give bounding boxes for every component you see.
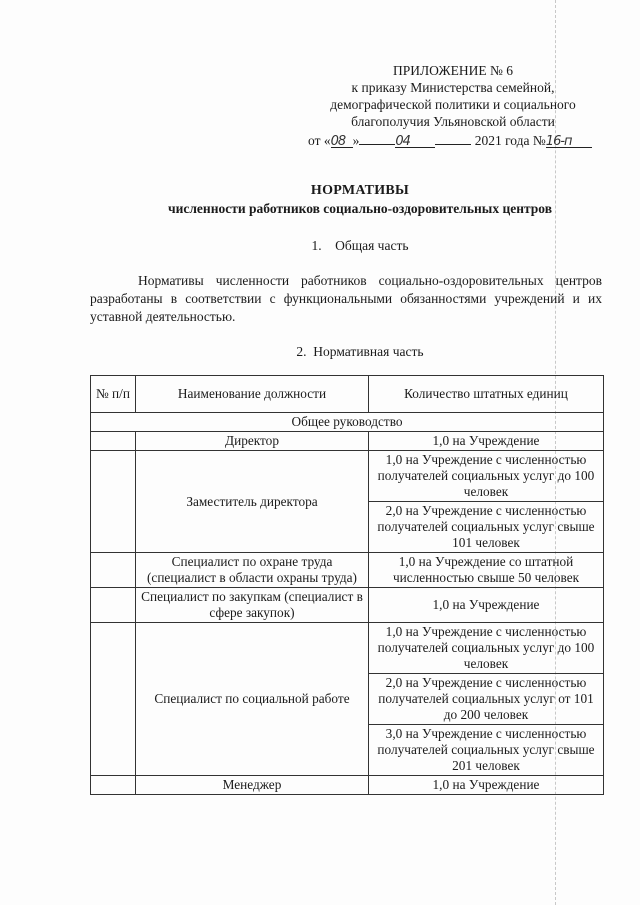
document-subtitle: численности работников социально-оздоровительных центров	[167, 201, 553, 216]
date-year: 2021 года №	[474, 133, 546, 148]
row-number-cell	[91, 451, 136, 553]
norm-cell: 2,0 на Учреждение с численностью получателей социальных услуг от 101 до 200 человек	[369, 674, 604, 725]
position-cell: Менеджер	[136, 776, 369, 795]
table-row	[91, 776, 604, 795]
table-row	[91, 432, 604, 451]
norm-cell: 1,0 на Учреждение	[369, 432, 604, 451]
header-position: Наименование должности	[136, 376, 369, 413]
norm-cell: 1,0 на Учреждение с численностью получателей социальных услуг до 100 человек	[369, 623, 604, 674]
norms-table	[90, 375, 604, 795]
row-number-cell	[91, 553, 136, 588]
order-number: 16-п	[546, 133, 592, 148]
order-date-line	[308, 130, 598, 149]
table-row	[91, 451, 604, 502]
date-prefix: от «	[308, 133, 331, 148]
appendix-header	[308, 62, 598, 149]
position-cell: Специалист по закупкам (специалист в сфере закупок)	[136, 588, 369, 623]
section-2-heading: 2. Нормативная часть	[296, 344, 424, 359]
date-mid: »	[352, 133, 360, 148]
position-cell: Специалист по социальной работе	[136, 623, 369, 776]
norm-cell: 2,0 на Учреждение с численностью получателей социальных услуг свыше 101 человек	[369, 502, 604, 553]
norm-cell: 1,0 на Учреждение с численностью получателей социальных услуг до 100 человек	[369, 451, 604, 502]
header-number: № п/п	[91, 376, 136, 413]
group-general-management: Общее руководство	[91, 413, 604, 432]
date-day: 08	[331, 133, 353, 148]
table-row	[91, 553, 604, 588]
norm-cell: 1,0 на Учреждение	[369, 588, 604, 623]
norm-cell: 3,0 на Учреждение с численностью получателей социальных услуг свыше 201 человек	[369, 725, 604, 776]
table-header-row	[91, 376, 604, 413]
header-quantity: Количество штатных единиц	[369, 376, 604, 413]
appendix-line-3: демографической политики и социального	[330, 97, 576, 112]
appendix-line-2: к приказу Министерства семейной,	[351, 80, 555, 95]
intro-paragraph: Нормативы численности работников социально-оздоровительных центров разработаны в соответствии с функциональными обязанностями учреждений и их уставной деятельностью.	[90, 273, 602, 324]
date-month: 04	[395, 133, 435, 148]
norm-cell: 1,0 на Учреждение со штатной численностью свыше 50 человек	[369, 553, 604, 588]
appendix-title: ПРИЛОЖЕНИЕ № 6	[392, 63, 514, 78]
position-cell: Специалист по охране труда (специалист в области охраны труда)	[136, 553, 369, 588]
position-cell: Директор	[136, 432, 369, 451]
norm-cell: 1,0 на Учреждение	[369, 776, 604, 795]
group-row	[91, 413, 604, 432]
appendix-line-4: благополучия Ульяновской области	[351, 114, 555, 129]
row-number-cell	[91, 588, 136, 623]
table-row	[91, 623, 604, 674]
row-number-cell	[91, 623, 136, 776]
table-row	[91, 588, 604, 623]
position-cell: Заместитель директора	[136, 451, 369, 553]
document-title: НОРМАТИВЫ	[310, 183, 410, 198]
section-1-heading: 1. Общая часть	[311, 238, 409, 253]
row-number-cell	[91, 432, 136, 451]
row-number-cell	[91, 776, 136, 795]
